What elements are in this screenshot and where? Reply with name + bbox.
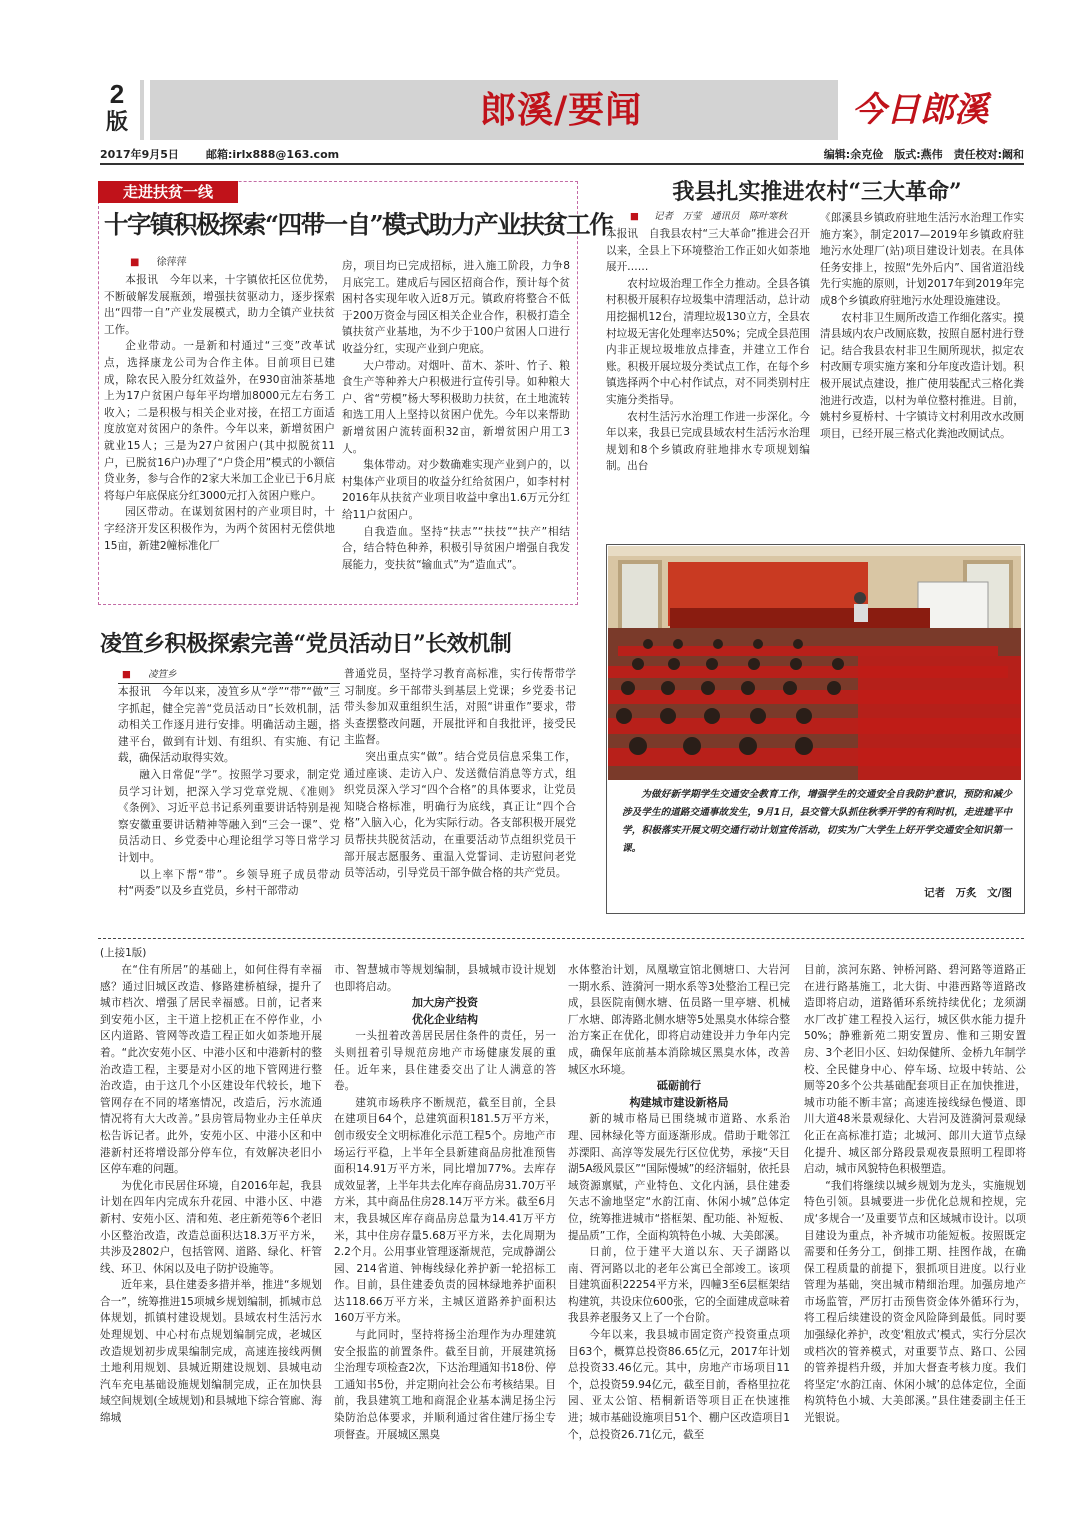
header-email: 邮箱:irlx888@163.com xyxy=(206,148,340,161)
article4-col4 xyxy=(804,962,1026,1456)
section-divider xyxy=(98,938,1024,939)
article2-col2 xyxy=(820,210,1024,516)
photo-caption: 为做好新学期学生交通安全教育工作，增强学生的交通安全自我防护意识，预防和减少涉及学生的道路交通事故发生，9月1日，县交管大队抓住秋季开学的有利时机，走进建平中学，积极落实开展文明交通行动计划宣传活动，切实为广大学生上好开学交通安全知识第一课。 xyxy=(622,789,1012,854)
article3-byline xyxy=(122,668,177,682)
byline-text: 凌笪乡 xyxy=(148,669,177,680)
byline-marker: ■ xyxy=(130,257,140,268)
paragraph: 建筑市场秩序不断规范，截至目前，全县在建项目64个，总建筑面积181.5万平方米，创市级安全文明标准化示范工程5个。房地产市场运行平稳，上半年全县新建商品房批准预售面积14.91万平方米，同比增加77%。去库存成效显著，上半年共去化库存商品房31.70万平方米，其中商品住房28.14万平方米。截至6月末，我县城区库存商品房总量为14.41万平方米，其中住房存量5.68万平方米，去化周期为2.2个月。公用事业管理逐渐规范，完成静湖公园、214省道、钟梅线绿化养护新一轮招标工作。目前，县住建委负责的园林绿地养护面积达118.66万平方米，主城区道路养护面积达160万平方米。 xyxy=(334,1096,556,1325)
paragraph: 本报讯 自我县农村“三大革命”推进会召开以来，全县上下环境整治工作正如火如荼地展开…… xyxy=(606,228,810,274)
paragraph: 自我造血。坚持“扶志”“扶技”“扶产”相结合，结合特色种养，积极引导贫困户增强自我发展能力，变扶贫“输血式”为“造血式”。 xyxy=(342,525,570,571)
subheading: 砥砺前行 xyxy=(657,1079,701,1093)
paragraph: 农村垃圾治理工作全力推动。全县各镇村积极开展积存垃圾集中清理活动，总计动用挖掘机12台，清理垃圾130立方，全县农村垃圾无害化处理率达50%；完成全县范围内非正规垃圾堆放点排查，并建立工作台账。积极开展垃圾分类试点工作，在每个乡镇选择两个中心村作试点，对不同类别村庄实施分类指导。 xyxy=(606,277,810,406)
article3-col1 xyxy=(118,684,340,912)
paragraph: 近年来，县住建委多措并举，推进“多规划合一”，统筹推进15项城乡规划编制，抓城市总体规划，抓镇村建设规划。县域农村生活污水处理规划、中心村布点规划编制完成，老城区改造规划初步成果编制完成，高速连接线两侧土地利用规划、县城近期建设规划、县城电动汽车充电基础设施规划编制完成，正在加快县域空间规划(全域规划)和县城地下综合管廊、海绵城 xyxy=(100,1279,322,1425)
article2-col1 xyxy=(606,226,810,516)
auditorium-illustration xyxy=(608,546,1021,780)
article2-title: 我县扎实推进农村“三大革命” xyxy=(672,179,962,205)
paragraph: 一头扭着改善居民居住条件的责任，另一头则扭着引导规范房地产市场健康发展的重任。近年来，县住建委交出了让人满意的答卷。 xyxy=(334,1030,556,1093)
article1-tag: 走进扶贫一线 xyxy=(98,181,238,203)
paragraph: 市、智慧城市等规划编制，县城城市设计规划也即将启动。 xyxy=(334,964,556,993)
paragraph: 本报讯 今年以来，凌笪乡从“学”“带”“做”三字抓起，健全完善“党员活动日”长效机制，活动相关工作逐月进行安排。明确活动主题，搭建平台，做到有计划、有组织、有实施、有记载，确保活动取得实效。 xyxy=(118,686,340,765)
paragraph: 本报讯 今年以来，十字镇依托区位优势，不断破解发展瓶颈，增强扶贫驱动力，逐步探索出“四带一自”产业发展模式，助力全镇产业扶贫工作。 xyxy=(104,274,335,336)
paragraph: 农村非卫生厕所改造工作细化落实。摸清县域内农户改厕底数，按照自愿村进行登记。结合我县农村非卫生厕所现状，拟定农村改厕专项实施方案和分年度改造计划。积极开展试点建设，推广使用装配式三格化粪池进行改造，以村为单位整村推进。目前，姚村乡夏桥村、十字镇诗文村利用改水改厕项目，已经开展三格式化粪池改厕试点。 xyxy=(820,311,1024,440)
photo-credit: 记者 万炙 文/图 xyxy=(924,887,1012,899)
paragraph: 大户带动。对烟叶、苗木、茶叶、竹子、粮食生产等种养大户积极进行宣传引导。如种粮大户、省“劳模”杨大琴积极助力扶贫，在土地流转和选工用人上坚持以贫困户优先。今年以来帮助新增贫困户流转面积32亩，新增贫困户用工3人。 xyxy=(342,359,570,455)
page-number: 2 xyxy=(109,79,125,109)
paragraph: 以上率下帮“带”。乡领导班子成员带动村“两委”以及乡直党员，乡村干部带动 xyxy=(118,868,340,898)
article4-col1 xyxy=(100,962,322,1456)
article1-col1 xyxy=(104,272,335,598)
article3-col2 xyxy=(344,666,576,912)
paragraph: 突出重点实“做”。结合党员信息采集工作，通过座谈、走访入户、发送微信消息等方式，组织党员深入学习“四个合格”的具体要求，让党员知晓合格标准，明确行为底线，真正让“四个合格”入脑入心，化为实际行动。各支部积极开展党员帮扶共脱贫活动，在重要活动节点组织党员干部开展志愿服务、重温入党誓词、走访慰问老党员等活动，引导党员干部争做合格的共产党员。 xyxy=(344,750,576,880)
header-credits: 编辑:余克俭 版式:燕伟 责任校对:阚和 xyxy=(823,148,1024,161)
continued-note: (上接1版) xyxy=(100,947,147,959)
byline-text: 记者 万莹 通讯员 陈叶寒秋 xyxy=(654,211,788,222)
paragraph: 集体带动。对少数确难实现产业到户的，以村集体产业项目的收益分红给贫困户，如李村村2016年从扶贫产业项目收益中拿出1.6万元分红给11户贫困户。 xyxy=(342,459,570,521)
section-title: 郎溪/要闻 xyxy=(480,89,643,131)
byline-marker: ■ xyxy=(122,669,131,680)
article4-col2 xyxy=(334,962,556,1456)
header-rule xyxy=(100,163,1024,165)
paragraph: 园区带动。在谋划贫困村的产业项目时，十字经济开发区积极作为，为两个贫困村无偿供地15亩，新建2幢标准化厂 xyxy=(104,506,335,552)
article4-col3 xyxy=(568,962,790,1456)
masthead-logo: 今日郎溪 xyxy=(852,90,988,130)
subheading: 优化企业结构 xyxy=(412,1012,478,1026)
article1-title: 十字镇积极探索“四带一自”模式助力产业扶贫工作 xyxy=(104,210,613,239)
paragraph: 水体整治计划，凤凰墩宣馆北侧塘口、大岩河一期水系、涟漪河一期水系等3处整治工程已完成，县医院南侧水塘、伍员路一里亭塘、机械厂水塘、郎涛路北侧水塘等5处黑臭水体综合整治方案正在优化，即将启动建设并力争年内完成，确保年底前基本消除城区黑臭水体，改善城区水环境。 xyxy=(568,964,790,1076)
paragraph: “我们将继续以城乡规划为龙头，实施规划特色引领。县城要进一步优化总规和控规，完成‘多规合一’及重要节点和区域城市设计。以项目建设为重点，补齐城市功能短板。按照既定需要和任务分工，倒排工期、挂图作战，在确保工程质量的前提下，狠抓项目进度。以行业管理为基础，突出城市精细治理。加强房地产市场监管，严厉打击预售资金体外循环行为，将工程后续建设的资金风险降到最低。同时要加强绿化养护，改变‘粗放式’模式，实行分层次或档次的管养模式，对重要节点、路口、公园的管养提档升级，并加大督查考核力度。我们将坚定‘水韵江南、休闲小城’的总体定位，全面构筑特色小城、大美郎溪。”县住建委副主任王光银说。 xyxy=(804,1179,1026,1425)
byline-text: 徐萍萍 xyxy=(156,257,187,268)
article2-byline xyxy=(630,210,787,224)
paragraph: 农村生活污水治理工作进一步深化。今年以来，我县已完成县域农村生活污水治理规划和8个乡镇政府驻地排水专项规划编制。出台 xyxy=(606,410,810,473)
subheading: 加大房产投资 xyxy=(412,996,478,1010)
header-gray-band-left xyxy=(140,80,144,140)
paragraph: 新的城市格局已围绕城市道路、水系治理、园林绿化等方面逐渐形成。借助于毗邻江苏溧阳、高淳等发展先行区位优势，承接“天目湖5A级风景区”“国际慢城”的经济辐射，依托县域资源禀赋，产业特色、文化内涵，县住建委矢志不渝地坚定“水韵江南、休闲小城”总体定位，统筹推进城市“搭框架、配功能、补短板、提品质”工作，全面构筑特色小城、大美郎溪。 xyxy=(568,1113,790,1242)
paragraph: 房，项目均已完成招标，进入施工阶段，力争8月底完工。建成后与园区招商合作，预计每个贫困村各实现年收入近8万元。镇政府将整合不低于200万资金与园区相关企业合作，积极打造全镇扶贫产业基地，为不少于100户贫困人口进行收益分红，实现产业到户兜底。 xyxy=(342,260,570,355)
page-char: 版 xyxy=(105,110,128,135)
paragraph: 融入日常促“学”。按照学习要求，制定党员学习计划，把深入学习党章党规、《准则》《条例》、习近平总书记系列重要讲话特别是视察安徽重要讲话精神等融入到“三会一课”、党员活动日、乡党委中心理论组学习等日常学习计划中。 xyxy=(118,768,340,864)
paragraph: 今年以来，我县城市固定资产投资重点项目63个，概算总投资86.65亿元，2017年计划总投资33.46亿元。其中，房地产市场项目11个，总投资59.94亿元，截至目前，香格里拉花园、亚太公馆、梧桐新语等项目正在快速推进；城市基础设施项目51个、棚户区改造项目1个，总投资26.71亿元，截至 xyxy=(568,1329,790,1441)
paragraph: 目前，滨河东路、钟桥河路、碧河路等道路正在进行路基施工，北大街、中港西路等道路改造即将启动，道路循环系统持续优化；龙须湖水厂改扩建工程投入运行，城区供水能力提升50%；静雅新苑二期安置房、惟和三期安置房、3个老旧小区、妇幼保健所、金桥九年制学校、全民健身中心、停车场、垃圾中转站、公厕等20多个公共基础配套项目正在加快推进，城市功能不断丰富；高速连接线绿色慢道、即川大道48米景观绿化、大岩河及涟漪河景观绿化正在高标准打造；北城河、郎川大道节点绿化提升、城区部分路段景观夜景照明工程即将启动，城市风貌特色积极塑造。 xyxy=(804,964,1026,1176)
paragraph: 与此同时，坚持将扬尘治理作为办理建筑安全报监的前置条件。截至目前，开展建筑扬尘治理专项检查2次，下达治理通知书18份、停工通知书5份，并定期向社会公布考核结果。目前，我县建筑工地和商混企业基本满足扬尘污染防治总体要求，并顺利通过省住建厅扬尘专项督查。开展城区黑臭 xyxy=(334,1329,556,1441)
subheading: 构建城市建设新格局 xyxy=(629,1095,729,1109)
paragraph: 日前，位于建平大道以东、天子湖路以南、胥河路以北的老年公寓已全部竣工。该项目建筑面积22254平方米，四幢3至6层框架结构建筑，共设床位600张，它的全面建成意味着我县养老服务又上了一个台阶。 xyxy=(568,1246,790,1325)
byline-marker: ■ xyxy=(630,211,639,222)
article3-title: 凌笪乡积极探索完善“党员活动日”长效机制 xyxy=(100,631,512,657)
paragraph: 《郎溪县乡镇政府驻地生活污水治理工作实施方案》，制定2017—2019年乡镇政府驻地污水处理厂(站)项目建设计划表。在具体任务安排上，按照“先外后内”、国省道沿线先行实施的原则，计划2017年到2019年完成8个乡镇政府驻地污水处理设施建设。 xyxy=(820,212,1024,307)
paragraph: 企业带动。一是新和村通过“三变”改革试点，选择康龙公司为合作主体。目前项目已建成，除农民入股分红效益外，在930亩油茶基地上为17户贫困户每年平均增加8000元左右务工收入；二是积极与相关企业对接，在招工方面适度放宽对贫困户的条件。今年以来，新增贫困户就业15人；三是为27户贫困户(其中拟脱贫11户，已脱贫16户)办理了“户贷企用”模式的小额信贷业务，参与合作的2家大米加工企业已于6月底将每户年底保底分红3000元打入贫困户账户。 xyxy=(104,340,335,502)
header-date: 2017年9月5日 xyxy=(100,148,179,161)
paragraph: 为优化市民居住环境，自2016年起，我县计划在四年内完成东升花园、中港小区、中港新村、安苑小区、清和苑、老庄新苑等6个老旧小区整治改造，改造总面积达18.3万平方米，共涉及2802户，包括管网、道路、绿化、杆管线、环卫、休闲以及电子防护设施等。 xyxy=(100,1179,322,1275)
article1-col2 xyxy=(342,258,570,598)
article1-byline xyxy=(130,256,187,270)
paragraph: 普通党员，坚持学习教育高标准，实行传帮带学习制度。乡干部带头到基层上党课；乡党委书记带头参加双重组织生活，对照“讲重作”要求，带头查摆整改问题，开展批评和自我批评，接受民主监督。 xyxy=(344,668,576,747)
auditorium-photo xyxy=(608,546,1021,780)
paragraph: 在“住有所居”的基础上，如何住得有幸福感？通过旧城区改造、修路建桥植绿，提升了城市档次、增强了居民幸福感。日前，记者来到安苑小区，主干道上挖机正在不停作业，小区内道路、管网等改造工程正如火如荼地开展着。“此次安苑小区、中港小区和中港新村的整治改造工程，主要是对小区的地下管网进行整治改造，由于这几个小区建设年代较长，地下管网存在不同的堵塞情况，改造后，污水流通情况将有大大改善。”县房管局物业办主任单庆松告诉记者。此外，安苑小区、中港小区和中港新村还将增设部分停车位，有效解决老旧小区停车难的问题。 xyxy=(100,964,322,1176)
